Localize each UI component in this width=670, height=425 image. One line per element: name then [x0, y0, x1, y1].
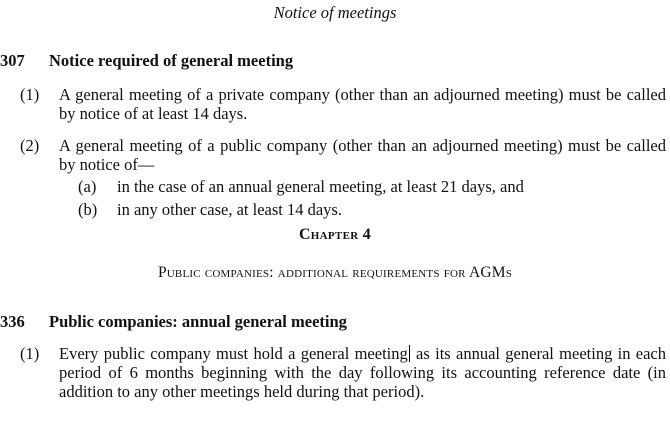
section-307-heading	[0, 51, 293, 70]
subsection-307-1	[0, 85, 670, 125]
paragraph-text: in any other case, at least 14 days.	[117, 200, 342, 219]
subsection-336-1	[0, 344, 670, 422]
paragraph-label: (b)	[78, 200, 98, 219]
paragraph-text: in the case of an annual general meeting, at least 21 days, and	[117, 177, 524, 196]
subsection-text: A general meeting of a private company (other than an adjourned meeting) must be called by notice of at least 14 days.	[59, 85, 666, 123]
text-after-cursor: as its annual general meeting in each period of 6 months beginning with the day following its accounting reference date (in addition to any other meetings held during that period).	[59, 344, 666, 401]
text-cursor	[409, 345, 410, 362]
subsection-label: (1)	[20, 85, 40, 104]
subsection-307-2	[0, 136, 670, 176]
chapter-label: Chapter 4	[298, 226, 372, 243]
subsection-text[interactable]	[59, 344, 666, 401]
subsection-label: (1)	[20, 344, 40, 363]
text-before-cursor: Every public company must hold a general meeting	[59, 344, 408, 363]
chapter-title: Public companies: additional requirements for AGMs	[157, 264, 513, 281]
section-title: Public companies: annual general meeting	[49, 312, 347, 331]
paragraph-label: (a)	[78, 177, 97, 196]
section-336-heading	[0, 312, 347, 331]
section-number: 307	[0, 51, 25, 70]
subsection-text: A general meeting of a public company (other than an adjourned meeting) must be called by notice of—	[59, 136, 666, 174]
subsection-label: (2)	[20, 136, 40, 155]
section-title: Notice required of general meeting	[49, 51, 294, 70]
section-number: 336	[0, 312, 25, 331]
running-head: Notice of meetings	[273, 3, 397, 22]
